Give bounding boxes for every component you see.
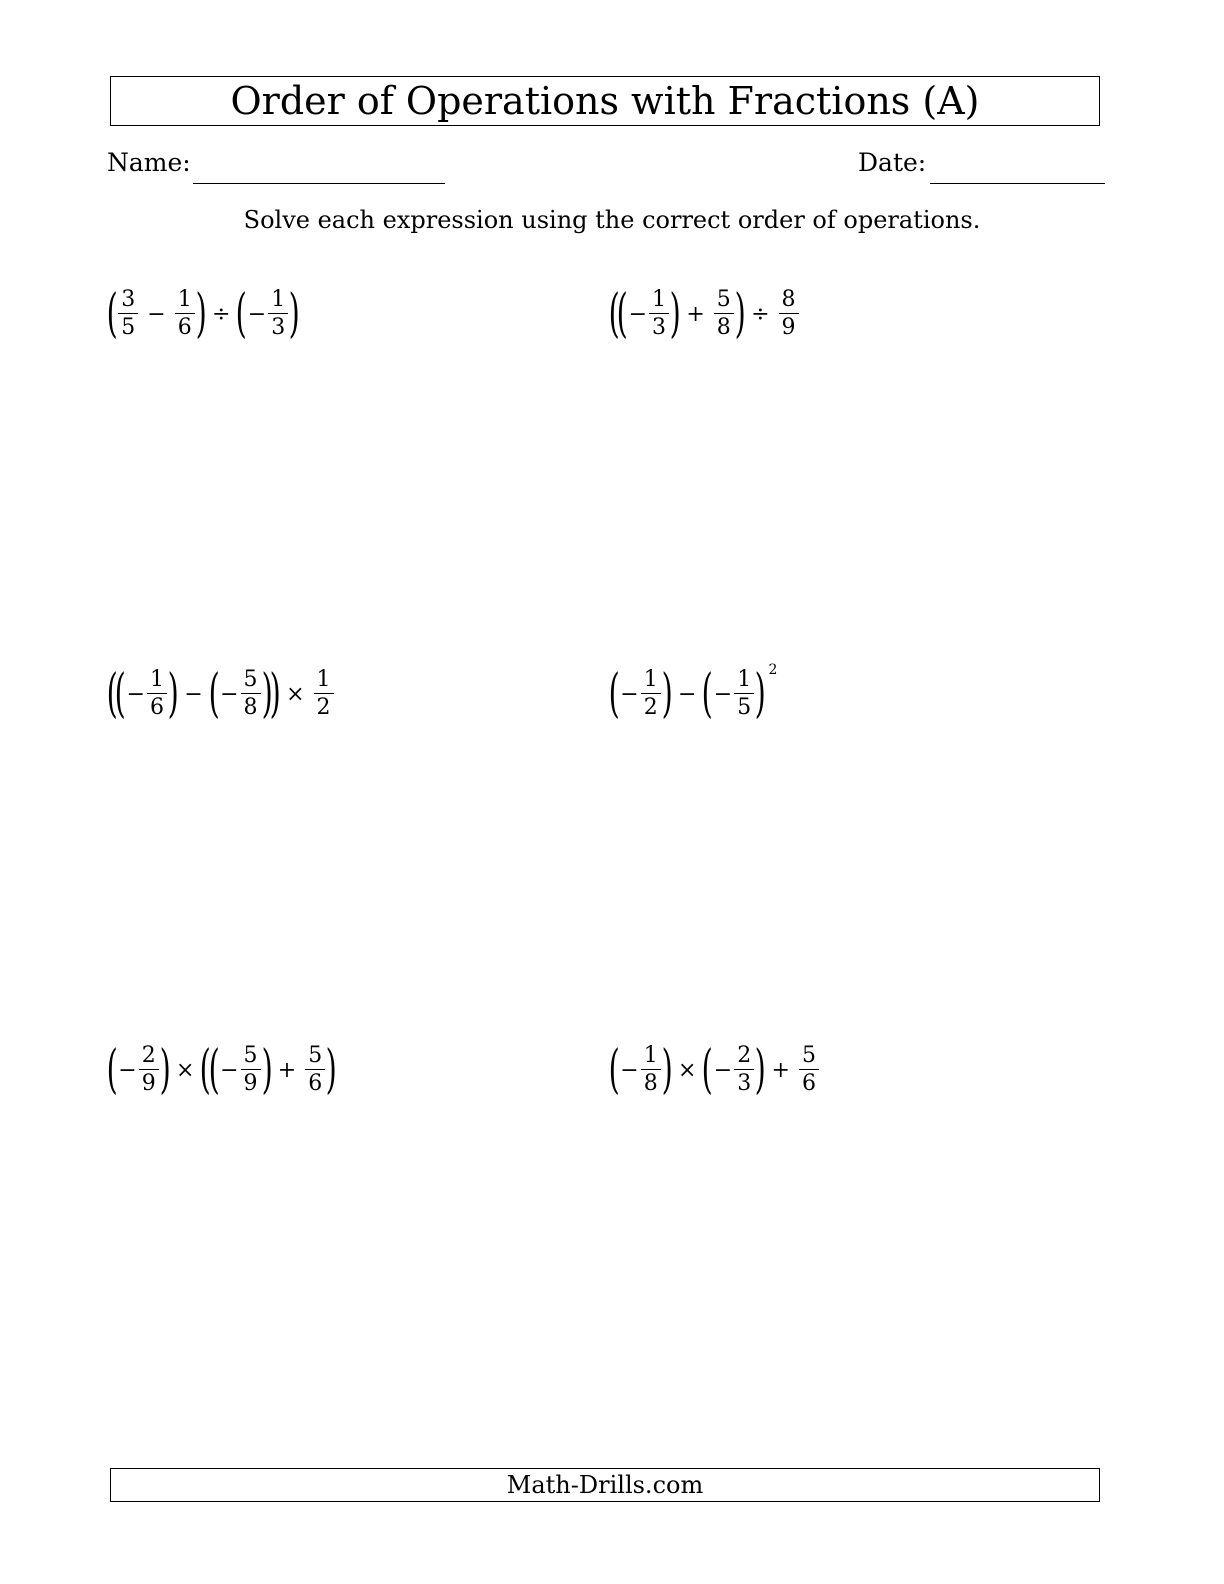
parenthesis: ) (734, 284, 746, 344)
negative-sign: − (620, 681, 639, 707)
problem-expression (608, 662, 778, 724)
denominator: 9 (241, 1069, 261, 1095)
parenthesis: ) (661, 664, 673, 724)
fraction (779, 289, 799, 339)
negative-sign: − (628, 301, 648, 327)
fraction (314, 669, 334, 719)
numerator: 1 (643, 667, 658, 692)
parenthesis: ( (702, 664, 714, 724)
name-field[interactable] (193, 183, 445, 184)
operator: + (686, 301, 705, 327)
parenthesis: ( (702, 1040, 714, 1100)
numerator: 5 (716, 287, 731, 312)
denominator: 8 (714, 313, 734, 339)
parenthesis: ) (669, 284, 681, 344)
denominator: 3 (734, 1069, 754, 1095)
fraction (714, 289, 734, 339)
parenthesis: ) (754, 1040, 766, 1100)
date-field[interactable] (930, 183, 1105, 184)
fraction (241, 1045, 261, 1095)
parenthesis: ( (200, 1040, 212, 1100)
page-title (110, 76, 1100, 126)
denominator: 9 (779, 313, 799, 339)
negative-sign: − (126, 681, 146, 707)
numerator: 1 (652, 287, 667, 312)
numerator: 1 (150, 667, 165, 692)
parenthesis: ) (269, 664, 281, 724)
problem-2 (608, 284, 801, 344)
parenthesis: ) (325, 1040, 337, 1100)
operator: ÷ (751, 301, 770, 327)
parenthesis: ( (616, 284, 629, 344)
denominator: 2 (314, 693, 334, 719)
numerator: 8 (781, 287, 796, 312)
fraction (641, 669, 661, 719)
negative-sign: − (713, 681, 733, 707)
footer (110, 1468, 1100, 1502)
denominator: 2 (641, 693, 661, 719)
title-text: Order of Operations with Fractions (A) (230, 79, 980, 123)
problem-6 (608, 1040, 821, 1100)
parenthesis: ( (114, 664, 127, 724)
parenthesis: ) (261, 664, 273, 724)
parenthesis: ) (754, 664, 766, 724)
problem-5 (106, 1040, 337, 1100)
operator: ÷ (212, 301, 231, 327)
name-label: Name: (107, 148, 191, 177)
denominator: 6 (305, 1069, 325, 1095)
parenthesis: ) (159, 1040, 171, 1100)
problem-1 (106, 284, 300, 344)
problem-expression (106, 1040, 337, 1100)
parenthesis: ) (195, 284, 207, 344)
problem-expression (106, 284, 300, 344)
denominator: 3 (649, 313, 669, 339)
operator: × (176, 1057, 195, 1083)
parenthesis: ( (608, 1040, 620, 1100)
problem-3 (106, 664, 336, 724)
parenthesis: ( (106, 1040, 118, 1100)
parenthesis: ) (167, 664, 179, 724)
fraction (649, 289, 669, 339)
denominator: 5 (118, 313, 138, 339)
operator: + (277, 1057, 297, 1083)
operator: × (286, 681, 305, 707)
parenthesis: ( (208, 1040, 220, 1100)
problem-expression (608, 284, 801, 344)
denominator: 8 (241, 693, 261, 719)
denominator: 6 (147, 693, 167, 719)
parenthesis: ( (608, 284, 620, 344)
operator: − (678, 681, 697, 707)
footer-text: Math-Drills.com (506, 1471, 704, 1499)
fraction (734, 669, 754, 719)
numerator: 1 (177, 287, 192, 312)
fraction (305, 1045, 325, 1095)
denominator: 8 (641, 1069, 661, 1095)
denominator: 9 (139, 1069, 159, 1095)
fraction (641, 1045, 661, 1095)
parenthesis: ( (236, 284, 248, 344)
denominator: 3 (268, 313, 288, 339)
fraction (175, 289, 195, 339)
fraction (241, 669, 261, 719)
parenthesis: ( (208, 664, 220, 724)
negative-sign: − (220, 681, 239, 707)
operator: × (678, 1057, 697, 1083)
problem-4 (608, 662, 778, 724)
parenthesis: ) (288, 284, 300, 344)
numerator: 5 (801, 1043, 816, 1068)
numerator: 2 (141, 1043, 156, 1068)
numerator: 1 (271, 287, 286, 312)
numerator: 2 (737, 1043, 752, 1068)
fraction (139, 1045, 159, 1095)
exponent: 2 (768, 662, 778, 678)
problem-expression (106, 664, 336, 724)
numerator: 5 (308, 1043, 323, 1068)
operator: + (771, 1057, 790, 1083)
operator: − (184, 681, 203, 707)
problem-expression (608, 1040, 821, 1100)
negative-sign: − (247, 301, 267, 327)
parenthesis: ( (106, 284, 118, 344)
numerator: 5 (243, 1043, 258, 1068)
numerator: 1 (643, 1043, 658, 1068)
fraction (734, 1045, 754, 1095)
date-label: Date: (858, 148, 927, 177)
numerator: 3 (121, 287, 136, 312)
parenthesis: ) (261, 1040, 273, 1100)
parenthesis: ( (106, 664, 118, 724)
fraction (268, 289, 288, 339)
numerator: 1 (316, 667, 331, 692)
fraction (799, 1045, 819, 1095)
numerator: 5 (243, 667, 258, 692)
negative-sign: − (620, 1057, 639, 1083)
negative-sign: − (220, 1057, 239, 1083)
instructions: Solve each expression using the correct order of operations. (243, 206, 981, 234)
parenthesis: ) (661, 1040, 673, 1100)
operator: − (147, 301, 166, 327)
numerator: 1 (737, 667, 752, 692)
fraction (118, 289, 138, 339)
parenthesis: ( (608, 664, 620, 724)
negative-sign: − (118, 1057, 137, 1083)
denominator: 6 (799, 1069, 819, 1095)
fraction (147, 669, 167, 719)
negative-sign: − (713, 1057, 733, 1083)
denominator: 5 (734, 693, 754, 719)
denominator: 6 (175, 313, 195, 339)
